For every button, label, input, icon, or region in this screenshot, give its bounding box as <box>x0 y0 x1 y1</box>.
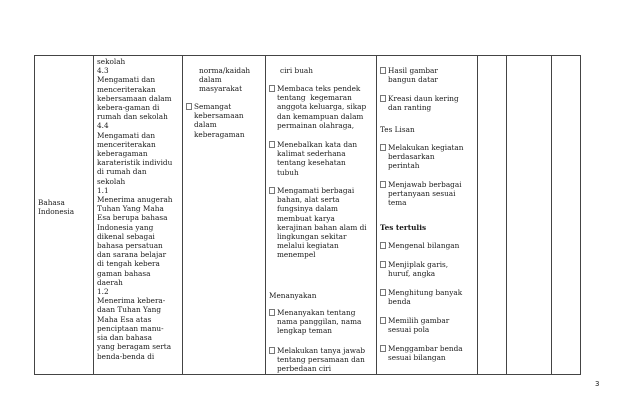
checkbox-bullet-icon <box>269 141 275 148</box>
checkbox-bullet-icon <box>380 289 386 296</box>
list-item: Semangat kebersamaan dalam keberagaman <box>186 102 194 111</box>
checkbox-bullet-icon <box>269 85 275 92</box>
syllabus-table <box>34 55 581 375</box>
checkbox-bullet-icon <box>380 261 386 268</box>
activity-text: ciri buah <box>280 66 313 75</box>
list-item: Kreasi daun kering dan ranting <box>380 94 388 103</box>
checkbox-bullet-icon <box>380 317 386 324</box>
section-heading: Tes Lisan <box>380 125 415 134</box>
activities-cell <box>266 56 377 375</box>
section-heading: Menanyakan <box>269 291 317 300</box>
checkbox-bullet-icon <box>380 345 386 352</box>
competency-cell <box>94 56 183 375</box>
checkbox-bullet-icon <box>380 144 386 151</box>
list-item: Membaca teks pendek tentang kegemaran anggota keluarga, sikap dan kemampuan dalam permainan olahraga, <box>269 84 277 93</box>
list-item: Memilih gambar sesuai pola <box>380 316 388 325</box>
list-item: Mengamati berbagai bahan, alat serta fungsinya dalam membuat karya kerajinan bahan alam di lingkungan sekitar melalui kegiatan menempel <box>269 186 277 195</box>
subject-label: Bahasa Indonesia <box>38 198 75 217</box>
material-cell <box>183 56 266 375</box>
list-item: Melakukan kegiatan berdasarkan perintah <box>380 143 388 152</box>
section-heading: Tes tertulis <box>380 223 427 232</box>
assessment-cell <box>377 56 478 375</box>
list-item: Menjiplak garis, huruf, angka <box>380 260 388 269</box>
checkbox-bullet-icon <box>269 347 275 354</box>
empty-cell <box>478 56 507 375</box>
checkbox-bullet-icon <box>380 181 386 188</box>
checkbox-bullet-icon <box>269 187 275 194</box>
checkbox-bullet-icon <box>269 309 275 316</box>
list-item: Menanyakan tentang nama panggilan, nama lengkap teman <box>269 308 277 317</box>
checkbox-bullet-icon <box>380 242 386 249</box>
subject-cell <box>35 56 94 375</box>
competency-text: sekolah 4.3 Mengamati dan menceriterakan kebersamaan dalam kebera-gaman di rumah dan sekolah 4.4 Mengamati dan menceriterakan keberagaman karateristik individu di rumah dan sekolah 1.1 Menerima anugerah Tuhan Yang Maha Esa berupa bahasa Indonesia yang dikenal sebagai bahasa persatuan dan sarana belajar di tengah kebera gaman bahasa daerah 1.2 Menerima kebera- daan Tuhan Yang Maha Esa atas penciptaan manu- sia dan bahasa yang beragam serta benda-benda di <box>97 57 173 361</box>
checkbox-bullet-icon <box>380 67 386 74</box>
checkbox-bullet-icon <box>186 103 192 110</box>
empty-cell <box>507 56 552 375</box>
list-item: Menebalkan kata dan kalimat sederhana tentang kesehatan tubuh <box>269 140 277 149</box>
empty-cell <box>552 56 581 375</box>
page-number: 3 <box>595 380 600 388</box>
list-item: Menggambar benda sesuai bilangan <box>380 344 388 353</box>
checkbox-bullet-icon <box>380 95 386 102</box>
list-item: Mengenal bilangan <box>380 241 388 250</box>
list-item: Menjawab berbagai pertanyaan sesuai tema <box>380 180 388 189</box>
material-text: norma/kaidah dalam masyarakat <box>199 66 251 94</box>
table-row <box>35 56 581 375</box>
list-item: Menghitung banyak benda <box>380 288 388 297</box>
list-item: Melakukan tanya jawab tentang persamaan dan perbedaan ciri <box>269 346 277 355</box>
list-item: Hasil gambar bangun datar <box>380 66 388 75</box>
